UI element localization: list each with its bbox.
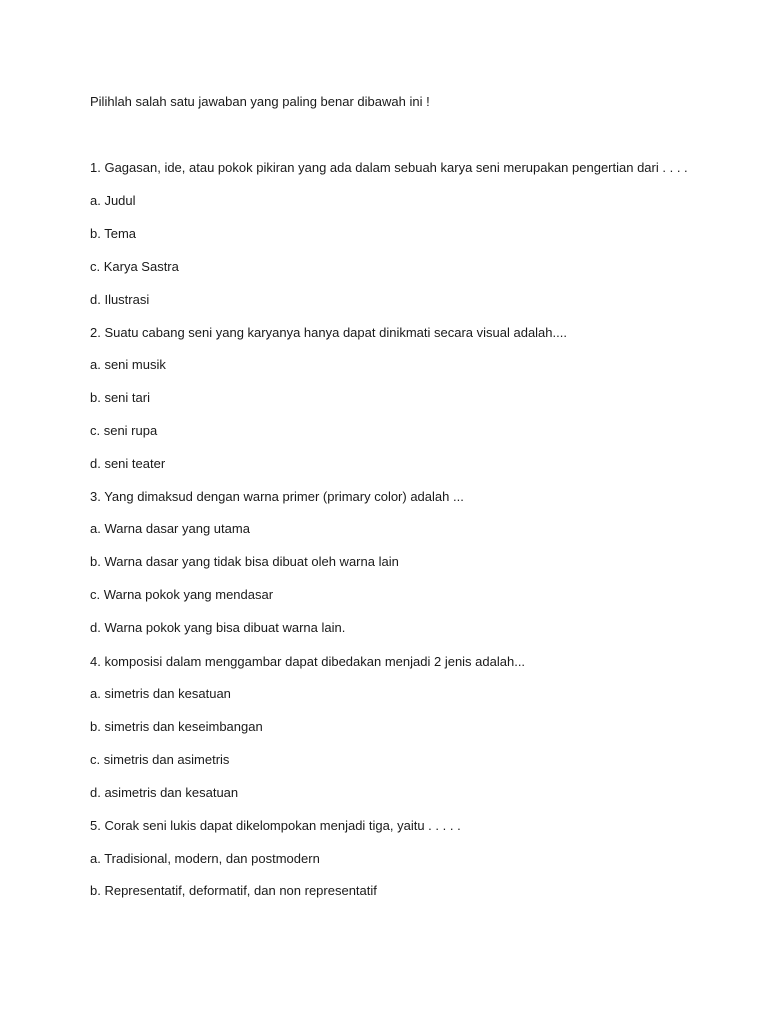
question-3-option-b: b. Warna dasar yang tidak bisa dibuat oleh warna lain [90,554,399,569]
question-1-option-a: a. Judul [90,193,136,208]
question-1-text: 1. Gagasan, ide, atau pokok pikiran yang ada dalam sebuah karya seni merupakan pengertian dari . . . . [90,160,688,175]
question-3-option-c: c. Warna pokok yang mendasar [90,587,274,602]
question-2-option-d: d. seni teater [90,456,166,471]
question-5-option-a: a. Tradisional, modern, dan postmodern [90,851,320,866]
question-2-option-b: b. seni tari [90,390,150,405]
question-3-text: 3. Yang dimaksud dengan warna primer (primary color) adalah ... [90,489,464,504]
question-4-option-a: a. simetris dan kesatuan [90,686,231,701]
question-3-option-a: a. Warna dasar yang utama [90,521,250,536]
question-4-option-b: b. simetris dan keseimbangan [90,719,263,734]
question-2-option-c: c. seni rupa [90,423,158,438]
question-3-option-d: d. Warna pokok yang bisa dibuat warna lain. [90,620,346,635]
question-1-option-b: b. Tema [90,226,137,241]
question-4-option-c: c. simetris dan asimetris [90,752,230,767]
question-4-option-d: d. asimetris dan kesatuan [90,785,239,800]
question-2-option-a: a. seni musik [90,357,166,372]
question-1-option-d: d. Ilustrasi [90,292,150,307]
question-5-text: 5. Corak seni lukis dapat dikelompokan menjadi tiga, yaitu . . . . . [90,818,461,833]
instruction-text: Pilihlah salah satu jawaban yang paling benar dibawah ini ! [90,94,430,109]
question-1-option-c: c. Karya Sastra [90,259,179,274]
question-2-text: 2. Suatu cabang seni yang karyanya hanya dapat dinikmati secara visual adalah.... [90,325,567,340]
question-4-text: 4. komposisi dalam menggambar dapat dibedakan menjadi 2 jenis adalah... [90,654,526,669]
question-5-option-b: b. Representatif, deformatif, dan non representatif [90,883,377,898]
